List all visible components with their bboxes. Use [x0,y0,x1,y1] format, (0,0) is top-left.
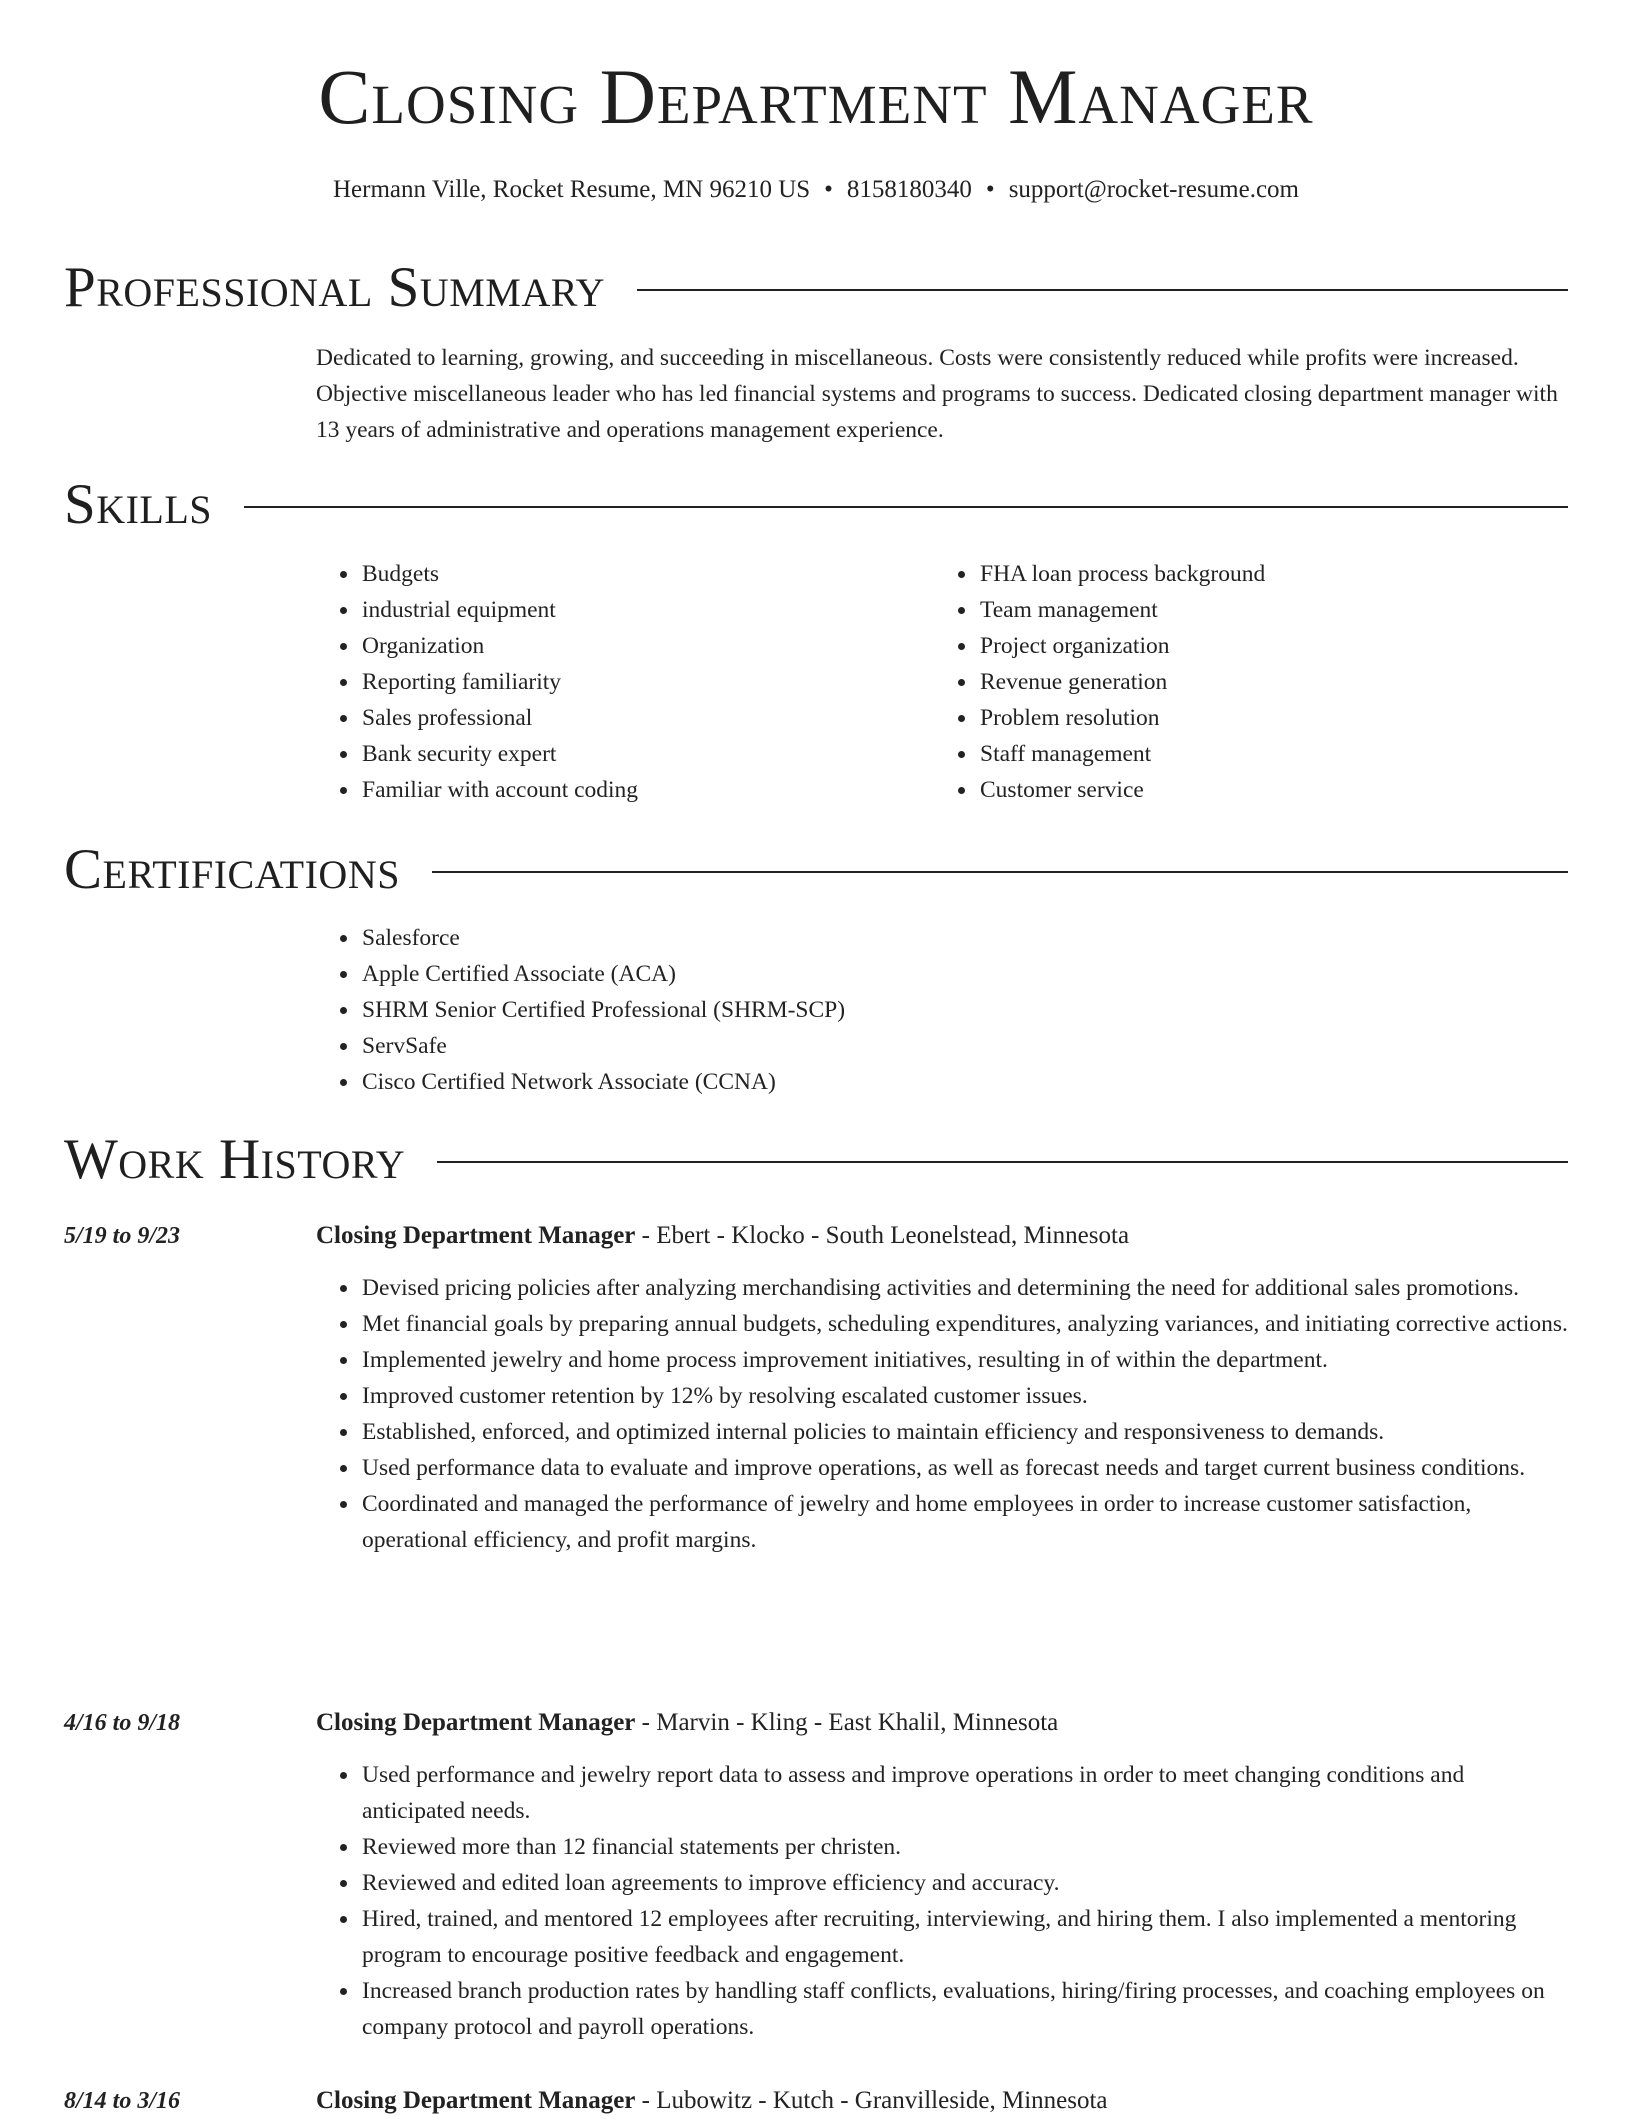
skill-item: • industrial equipment [360,592,916,628]
skill-item: • Project organization [978,628,1534,664]
contact-line [0,177,1632,202]
skill-item: • Reporting familiarity [360,664,916,700]
job-dates: 4/16 to 9/18 [64,1710,181,1736]
duty-item: • Implemented jewelry and home process improvement initiatives, resulting in of within the department. [360,1342,1568,1378]
skill-item: • Customer service [978,772,1534,808]
duty-item: • Coordinated and managed the performance of jewelry and home employees in order to increase customer satisfaction, operational efficiency, and profit margins. [360,1486,1568,1558]
summary-heading: Professional Summary [64,255,606,319]
skill-item: • Budgets [360,556,916,592]
duty-item: • Hired, trained, and mentored 12 employees after recruiting, interviewing, and hiring them. I also implemented a mentoring program to encourage positive feedback and engagement. [360,1901,1568,1973]
skill-item: • FHA loan process background [978,556,1534,592]
section-divider [244,506,1568,508]
summary-section-header [64,252,1568,322]
duty-item: • Devised pricing policies after analyzing merchandising activities and determining the need for additional sales promotions. [360,1270,1568,1306]
resume-name: Closing Department Manager [318,53,1314,140]
duty-item: • Increased branch production rates by handling staff conflicts, evaluations, hiring/firing processes, and coaching employees on company protocol and payroll operations. [360,1973,1568,2045]
job-dates: 5/19 to 9/23 [64,1223,181,1249]
section-divider [432,871,1568,873]
duty-item: • Used performance and jewelry report data to assess and improve operations in order to meet changing conditions and anticipated needs. [360,1757,1568,1829]
job-employer: - Marvin - Kling - East Khalil, Minnesota [635,1709,1059,1736]
certifications-block [316,920,1516,1100]
job-title: Closing Department Manager [316,1222,636,1249]
section-divider [637,289,1568,291]
skills-list-right [934,556,1534,808]
contact-phone: 8158180340 [846,176,972,203]
job-title-line [316,1218,1129,1254]
certifications-list [316,920,1516,1100]
job-title-line [316,2083,1108,2119]
summary-text: Dedicated to learning, growing, and succeeding in miscellaneous. Costs were consistently reduced while profits were increased. Objective miscellaneous leader who has led financial systems and programs to success. Dedicated closing department manager with 13 years of administrative and operations management experience. [316,345,1558,443]
certification-item: • Apple Certified Associate (ACA) [360,956,1516,992]
certifications-heading: Certifications [64,837,400,901]
skill-item: • Problem resolution [978,700,1534,736]
job-dates: 8/14 to 3/16 [64,2088,181,2114]
work-history-heading: Work History [64,1127,406,1191]
duty-item: • Used performance data to evaluate and improve operations, as well as forecast needs and target current business conditions. [360,1450,1568,1486]
duty-item: • Met financial goals by preparing annual budgets, scheduling expenditures, analyzing variances, and initiating corrective actions. [360,1306,1568,1342]
skills-section-header [64,469,1568,539]
skill-item: • Bank security expert [360,736,916,772]
certification-item: • Salesforce [360,920,1516,956]
job-employer: - Lubowitz - Kutch - Granvilleside, Minnesota [635,2087,1108,2114]
job-duties [316,1270,1568,1558]
contact-address: Hermann Ville, Rocket Resume, MN 96210 US [333,176,811,203]
certification-item: • SHRM Senior Certified Professional (SHRM-SCP) [360,992,1516,1028]
section-divider [437,1161,1568,1163]
job-duties [316,1757,1568,2045]
certification-item: • Cisco Certified Network Associate (CCNA) [360,1064,1516,1100]
certification-item: • ServSafe [360,1028,1516,1064]
duty-item: • Established, enforced, and optimized internal policies to maintain efficiency and responsiveness to demands. [360,1414,1568,1450]
skills-column-right [934,556,1534,808]
contact-separator: • [824,176,833,203]
skill-item: • Organization [360,628,916,664]
job-title: Closing Department Manager [316,1709,636,1736]
skill-item: • Revenue generation [978,664,1534,700]
certifications-section-header [64,834,1568,904]
skill-item: • Team management [978,592,1534,628]
duty-item: • Improved customer retention by 12% by resolving escalated customer issues. [360,1378,1568,1414]
job-title-line [316,1705,1058,1741]
contact-separator: • [985,176,995,203]
skill-item: • Sales professional [360,700,916,736]
skills-list-left [316,556,916,808]
duty-item: • Reviewed more than 12 financial statements per christen. [360,1829,1568,1865]
skills-heading: Skills [64,472,213,536]
skills-column-left [316,556,916,808]
skill-item: • Staff management [978,736,1534,772]
job-employer: - Ebert - Klocko - South Leonelstead, Minnesota [635,1222,1130,1249]
job-duties-list [316,1270,1568,1558]
contact-email: support@rocket-resume.com [1008,176,1299,203]
skill-item: • Familiar with account coding [360,772,916,808]
duty-item: • Reviewed and edited loan agreements to improve efficiency and accuracy. [360,1865,1568,1901]
job-title: Closing Department Manager [316,2087,636,2114]
job-duties-list [316,1757,1568,2045]
work-history-section-header [64,1124,1568,1194]
